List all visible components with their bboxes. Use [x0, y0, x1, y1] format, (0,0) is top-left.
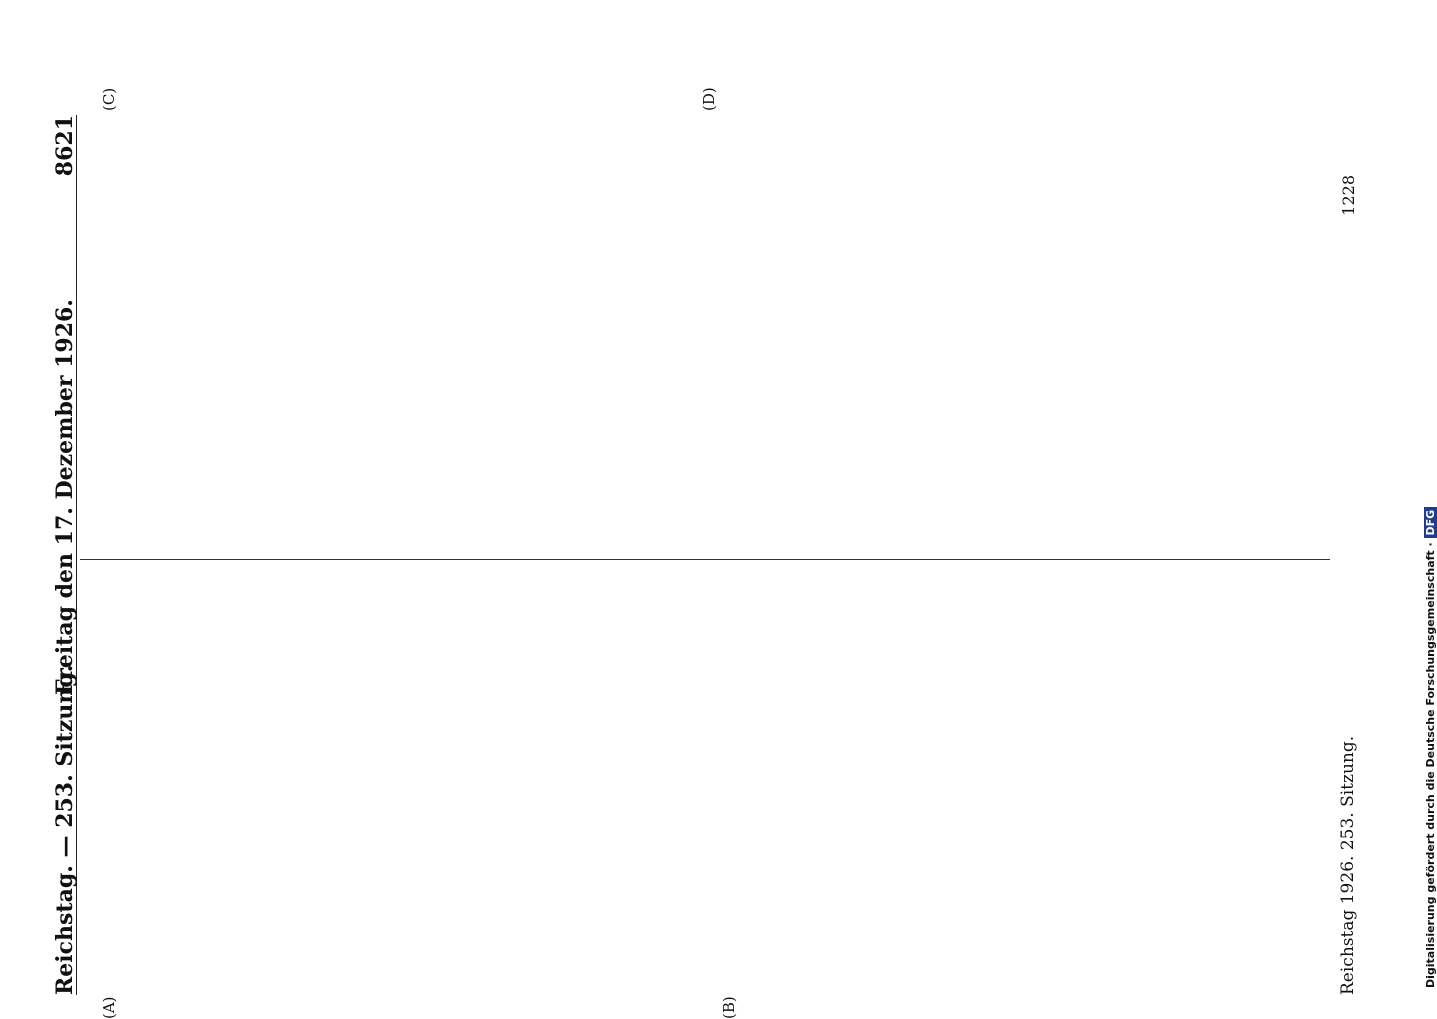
footer-page-number: 1228: [1339, 175, 1358, 216]
footer-left: Reichstag 1926. 253. Sitzung.: [1338, 735, 1358, 995]
margin-mark-b: (B): [720, 996, 738, 1019]
margin-mark-c: (C): [100, 87, 118, 111]
header-page-number: 8621: [52, 115, 78, 177]
page-header: [52, 115, 76, 995]
digitization-sidebar: Digitalisierung gefördert durch die Deutsche Forschungsgemeinschaft · DFG: [1408, 8, 1428, 993]
margin-mark-a: (A): [100, 996, 118, 1019]
header-left: Reichstag. — 253. Sitzung.: [52, 664, 78, 995]
margin-mark-d: (D): [700, 87, 718, 111]
rotated-content: [52, 87, 1358, 1019]
header-center: Freitag den 17. Dezember 1926.: [52, 299, 78, 695]
sidebar-text: Digitalisierung gefördert durch die Deutsche Forschungsgemeinschaft: [1424, 550, 1437, 988]
dfg-logo: DFG: [1424, 507, 1437, 539]
column-divider: [80, 559, 1330, 560]
